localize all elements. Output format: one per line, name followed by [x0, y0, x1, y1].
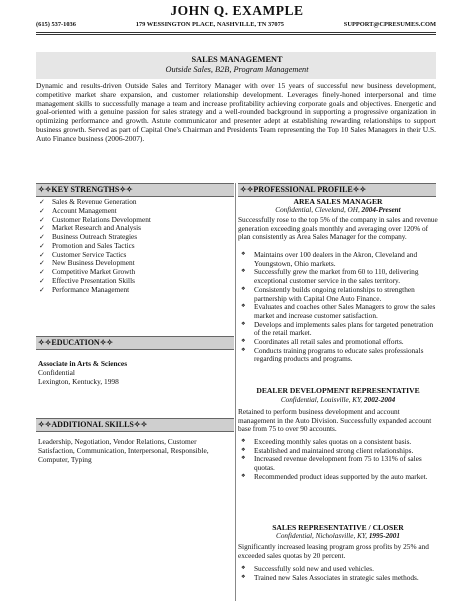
list-item: ✓ Account Management: [39, 205, 117, 215]
list-item: ❖ Maintains over 100 dealers in the Akron, Cleveland and Youngstown, Ohio markets.: [241, 250, 418, 268]
key-strengths-heading: ✧✧KEY STRENGTHS✧✧: [36, 183, 234, 197]
list-item: ✓ Customer Relations Development: [39, 214, 151, 224]
diamond-bullet-icon: ❖: [241, 304, 246, 310]
diamond-bullet-icon: ❖: [241, 456, 246, 462]
list-item: ❖ Develops and implements sales plans for targeted penetration of the retail market.: [241, 319, 434, 338]
diamond-bullet-icon: ❖: [241, 269, 246, 275]
job-title: SALES REPRESENTATIVE / CLOSER: [272, 523, 404, 532]
job-meta: Confidential, Nicholasville, KY, 1995-2001: [276, 532, 400, 540]
list-item: ✓ Market Research and Analysis: [39, 223, 141, 233]
list-item: ✓ Customer Service Tactics: [39, 249, 127, 259]
job-meta: Confidential, Cleveland, OH, 2004-Present: [275, 206, 401, 214]
list-item: ❖ Increased revenue development from 75 to 131% of sales quotas.: [241, 454, 422, 473]
check-icon: ✓: [39, 250, 45, 259]
list-item: ✓ New Business Development: [39, 258, 135, 268]
list-item: ❖ Successfully sold new and used vehicles.: [241, 564, 374, 573]
diamond-bullet-icon: ❖: [241, 252, 246, 257]
professional-profile-heading: ✧✧PROFESSIONAL PROFILE✧✧: [238, 183, 436, 197]
list-item: ❖ Successfully grew the market from 60 to 110, delivering exceptional customer service in the sales territory.: [241, 267, 419, 286]
education-school: Confidential: [38, 367, 75, 377]
diamond-bullet-icon: ❖: [241, 473, 246, 479]
check-icon: ✓: [39, 259, 45, 268]
check-icon: ✓: [39, 206, 45, 215]
job-description: Retained to perform business development and account management in the Auto Division. Successfully expanded account base from 75 to over 90 accounts.: [238, 407, 432, 434]
check-icon: ✓: [39, 198, 45, 206]
job-description: Significantly increased leasing program gross profits by 25% and exceeded sales quotas by 20 percent.: [238, 542, 429, 560]
job-dates: 2004-Present: [361, 206, 401, 214]
job-title: AREA SALES MANAGER: [293, 197, 383, 206]
diamond-bullet-icon: ❖: [241, 321, 246, 327]
education-block: [38, 360, 127, 386]
list-item: ✓ Competitive Market Growth: [39, 267, 136, 276]
strengths-list: [38, 198, 151, 294]
additional-skills-text: Leadership, Negotiation, Vendor Relations, Customer Satisfaction, Communication, Interpersonal, Responsible, Computer, Typing: [38, 437, 209, 464]
list-item: ❖ Conducts training programs to educate sales professionals regarding products and programs.: [241, 345, 424, 364]
education-location: Lexington, Kentucky, 1998: [38, 376, 119, 386]
column-divider: [235, 183, 236, 601]
list-item: ❖ Established and maintained strong client relationships.: [241, 445, 414, 455]
headline-subtitle: Outside Sales, B2B, Program Management: [165, 65, 309, 74]
phone: (615) 537-1036: [36, 21, 76, 28]
job-meta: Confidential, Louisville, KY, 2002-2004: [280, 396, 396, 404]
diamond-bullet-icon: ❖: [241, 439, 246, 444]
check-icon: ✓: [39, 276, 45, 285]
list-item: ✓ Performance Management: [39, 284, 130, 294]
list-item: ❖ Consistently builds ongoing relationships to strengthen partnership with Capital One Auto Finance.: [241, 284, 415, 303]
job-bullets: [238, 251, 440, 364]
list-item: ✓ Sales & Revenue Generation: [39, 197, 137, 206]
education-heading: ✧✧EDUCATION✧✧: [36, 336, 234, 350]
check-icon: ✓: [39, 241, 45, 250]
additional-skills-heading: ✧✧ADDITIONAL SKILLS✧✧: [36, 418, 234, 432]
education-degree: Associate in Arts & Sciences: [38, 359, 128, 368]
list-item: ❖ Evaluates and coaches other Sales Managers to grow the sales market and increase customer satisfaction.: [241, 302, 436, 320]
diamond-bullet-icon: ❖: [241, 339, 246, 345]
job-description: Successfully rose to the top 5% of the company in sales and revenue generation exceeding goals monthly and averaging over 120% of plan consistently as Area Sales Manager for the company.: [238, 215, 438, 242]
contact-line: [36, 21, 436, 32]
check-icon: ✓: [39, 233, 45, 241]
email: SUPPORT@CPRESUMES.COM: [343, 21, 436, 28]
check-icon: ✓: [39, 268, 45, 276]
header-rule-2: [36, 34, 436, 35]
candidate-name: JOHN Q. EXAMPLE: [170, 3, 304, 18]
diamond-bullet-icon: ❖: [241, 286, 246, 292]
diamond-bullet-icon: ❖: [241, 566, 246, 571]
list-item: ❖ Recommended product ideas supported by the auto market.: [241, 471, 428, 481]
header-rule: [36, 32, 436, 33]
list-item: ❖ Coordinates all retail sales and promotional efforts.: [241, 337, 404, 347]
summary-paragraph: Dynamic and results-driven Outside Sales and Territory Manager with over 15 years of successful new business development, competitive market share expansion, and customer relationship development. Leverages finely-honed interpersonal and time management skills to successfully manage a team and increase profitability achieving corporate goals and objectives. Energetic and goal-oriented with a genuine passion for sales strategy and a well-rounded background in supporting a progressive organization in optimizing performance and growth. Astute communicator and presenter adept at establishing rewarding relationships to support business growth. Served as part of Capital One's Chairman and Presidents Team representing the Top 10 Sales Managers in their U.S. Auto Finance business (2006-2007).: [36, 81, 436, 143]
list-item: ✓ Promotion and Sales Tactics: [39, 240, 135, 250]
check-icon: ✓: [39, 215, 45, 224]
list-item: ✓ Business Outreach Strategies: [39, 232, 138, 241]
job-bullets: [238, 565, 440, 582]
list-item: ✓ Effective Presentation Skills: [39, 275, 135, 285]
diamond-bullet-icon: ❖: [241, 347, 246, 353]
job-title: DEALER DEVELOPMENT REPRESENTATIVE: [256, 386, 420, 395]
diamond-bullet-icon: ❖: [241, 574, 246, 580]
check-icon: ✓: [39, 224, 45, 233]
list-item: ❖ Exceeding monthly sales quotas on a consistent basis.: [241, 437, 412, 446]
job-dates: 1995-2001: [368, 532, 400, 540]
check-icon: ✓: [39, 285, 45, 294]
job-bullets: [238, 438, 440, 482]
diamond-bullet-icon: ❖: [241, 447, 246, 453]
list-item: ❖ Trained new Sales Associates in strategic sales methods.: [241, 572, 419, 582]
address: 179 WESSINGTON PLACE, NASHVILLE, TN 37075: [135, 21, 284, 28]
headline-title: SALES MANAGEMENT: [191, 55, 283, 64]
job-dates: 2002-2004: [364, 396, 396, 404]
